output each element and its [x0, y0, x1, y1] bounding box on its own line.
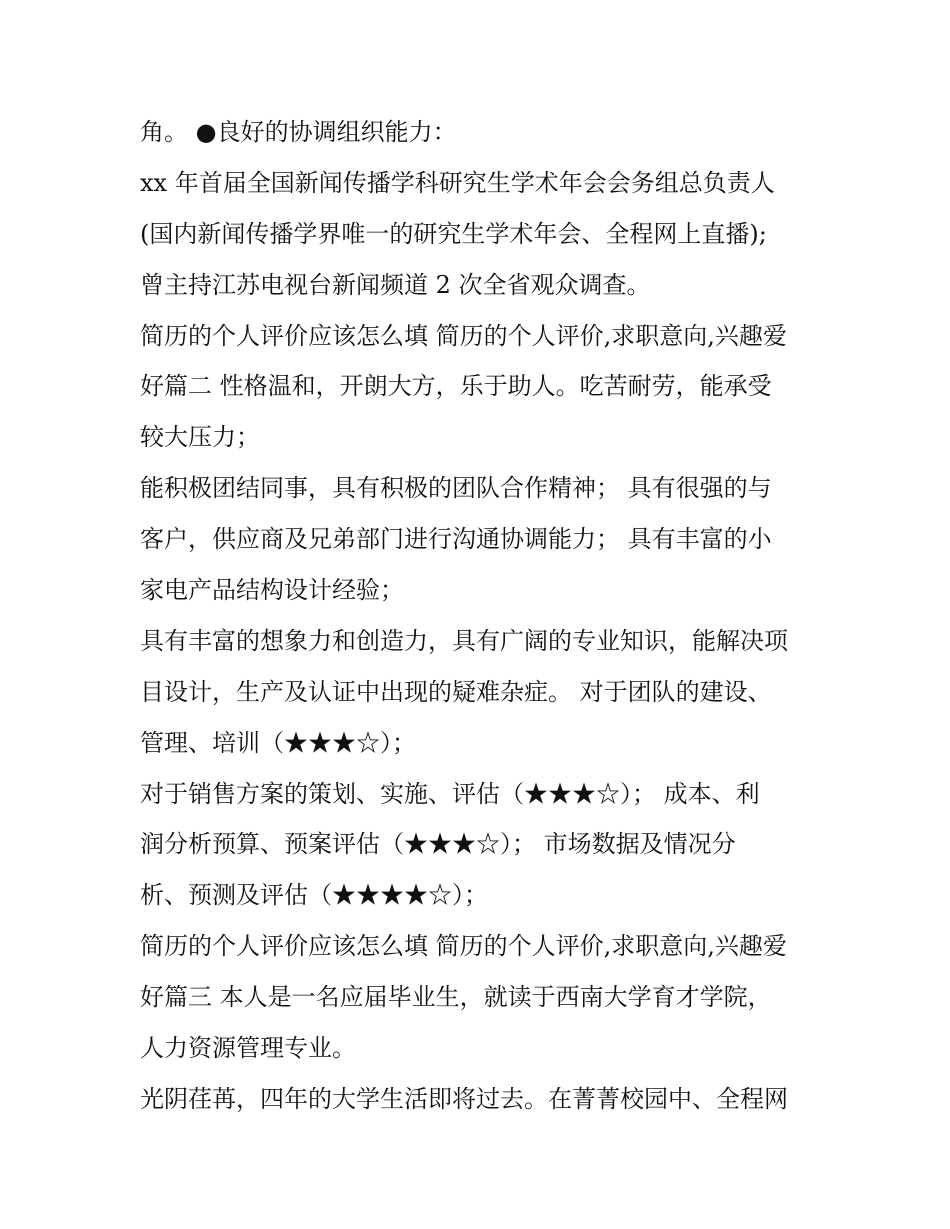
- text-line-6: 好篇二 性格温和，开朗大方，乐于助人。吃苦耐劳，能承受: [140, 372, 772, 401]
- text-line-15: 润分析预算、预案评估（★★★☆）； 市场数据及情况分: [140, 830, 736, 859]
- text-line-9: 客户，供应商及兄弟部门进行沟通协调能力； 具有丰富的小: [140, 525, 772, 554]
- text-line-12: 目设计，生产及认证中出现的疑难杂症。 对于团队的建设、: [140, 677, 772, 706]
- document-body: [140, 107, 840, 1125]
- text-line-2: xx 年首届全国新闻传播学科研究生学术年会会务组总负责人: [140, 168, 775, 197]
- text-line-7: 较大压力；: [140, 423, 260, 452]
- text-line-5: 简历的个人评价应该怎么填 简历的个人评价,求职意向,兴趣爱: [140, 321, 787, 350]
- text-line-8: 能积极团结同事，具有积极的团队合作精神； 具有很强的与: [140, 474, 772, 503]
- text-line-10: 家电产品结构设计经验；: [140, 576, 404, 605]
- text-line-13: 管理、培训（★★★☆）；: [140, 728, 416, 757]
- text-line-20: 光阴荏苒，四年的大学生活即将过去。在菁菁校园中、全程网: [140, 1084, 788, 1113]
- text-line-4: 曾主持江苏电视台新闻频道 2 次全省观众调查。: [140, 270, 651, 299]
- text-line-1: 角。 ●良好的协调组织能力：: [140, 118, 457, 146]
- text-line-19: 人力资源管理专业。: [140, 1034, 356, 1063]
- text-line-18: 好篇三 本人是一名应届毕业生，就读于西南大学育才学院，: [140, 983, 772, 1012]
- text-line-3: (国内新闻传播学界唯一的研究生学术年会、全程网上直播);: [140, 219, 767, 248]
- text-line-17: 简历的个人评价应该怎么填 简历的个人评价,求职意向,兴趣爱: [140, 932, 787, 961]
- text-line-11: 具有丰富的想象力和创造力，具有广阔的专业知识，能解决项: [140, 626, 788, 655]
- text-line-14: 对于销售方案的策划、实施、评估（★★★☆）； 成本、利: [140, 779, 760, 808]
- text-line-16: 析、预测及评估（★★★★☆）；: [140, 881, 488, 910]
